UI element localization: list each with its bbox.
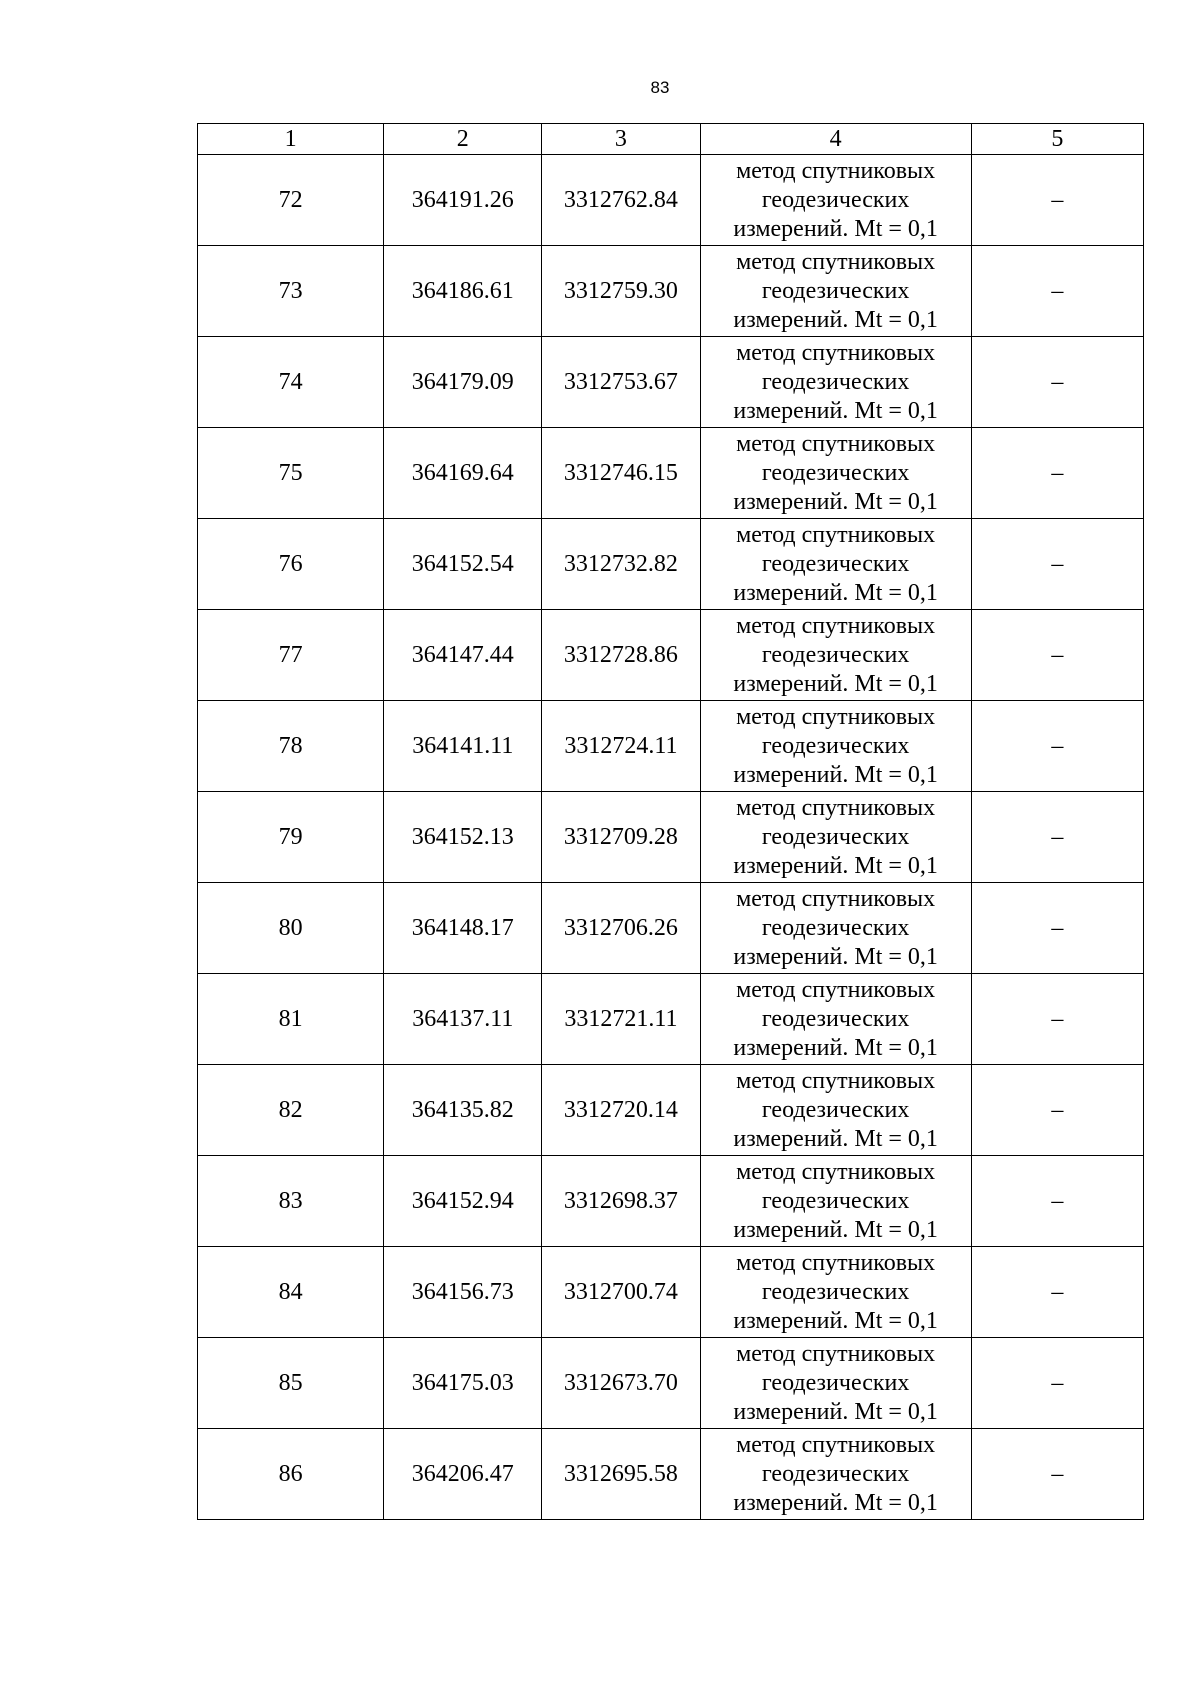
method-line: метод спутниковых <box>736 885 936 912</box>
y-coordinate-cell: 3312695.58 <box>542 1429 700 1520</box>
method-cell <box>700 1429 971 1520</box>
y-coordinate-cell: 3312732.82 <box>542 519 700 610</box>
point-number-cell: 76 <box>198 519 384 610</box>
method-cell <box>700 155 971 246</box>
column-header-5: 5 <box>971 124 1143 155</box>
method-line: метод спутниковых <box>736 521 936 548</box>
y-coordinate-cell: 3312700.74 <box>542 1247 700 1338</box>
point-number-cell: 79 <box>198 792 384 883</box>
table-row <box>198 1247 1144 1338</box>
x-coordinate-cell: 364152.54 <box>384 519 542 610</box>
method-line: измерений. Mt = 0,1 <box>733 1216 938 1243</box>
method-line: измерений. Mt = 0,1 <box>733 670 938 697</box>
table-row <box>198 974 1144 1065</box>
method-line: измерений. Mt = 0,1 <box>733 1034 938 1061</box>
point-number-cell: 82 <box>198 1065 384 1156</box>
note-cell: – <box>971 337 1143 428</box>
point-number-cell: 81 <box>198 974 384 1065</box>
x-coordinate-cell: 364179.09 <box>384 337 542 428</box>
table-row <box>198 701 1144 792</box>
method-line: измерений. Mt = 0,1 <box>733 397 938 424</box>
y-coordinate-cell: 3312746.15 <box>542 428 700 519</box>
table-row <box>198 610 1144 701</box>
method-cell <box>700 428 971 519</box>
note-cell: – <box>971 792 1143 883</box>
method-line: геодезических <box>761 368 910 395</box>
x-coordinate-cell: 364175.03 <box>384 1338 542 1429</box>
method-line: измерений. Mt = 0,1 <box>733 943 938 970</box>
table-row <box>198 1065 1144 1156</box>
table-body <box>198 155 1144 1520</box>
method-line: измерений. Mt = 0,1 <box>733 215 938 242</box>
method-line: метод спутниковых <box>736 430 936 457</box>
point-number-cell: 83 <box>198 1156 384 1247</box>
method-line: геодезических <box>761 550 910 577</box>
table-row <box>198 337 1144 428</box>
table-header-row <box>198 124 1144 155</box>
method-cell <box>700 792 971 883</box>
method-line: геодезических <box>761 1369 910 1396</box>
y-coordinate-cell: 3312698.37 <box>542 1156 700 1247</box>
note-cell: – <box>971 246 1143 337</box>
method-line: геодезических <box>761 1278 910 1305</box>
method-line: геодезических <box>761 1096 910 1123</box>
point-number-cell: 77 <box>198 610 384 701</box>
y-coordinate-cell: 3312759.30 <box>542 246 700 337</box>
method-line: измерений. Mt = 0,1 <box>733 306 938 333</box>
table-row <box>198 519 1144 610</box>
column-header-3: 3 <box>542 124 700 155</box>
y-coordinate-cell: 3312728.86 <box>542 610 700 701</box>
method-line: геодезических <box>761 1460 910 1487</box>
x-coordinate-cell: 364147.44 <box>384 610 542 701</box>
method-cell <box>700 337 971 428</box>
method-line: измерений. Mt = 0,1 <box>733 761 938 788</box>
note-cell: – <box>971 1156 1143 1247</box>
method-cell <box>700 519 971 610</box>
method-line: метод спутниковых <box>736 703 936 730</box>
x-coordinate-cell: 364137.11 <box>384 974 542 1065</box>
point-number-cell: 78 <box>198 701 384 792</box>
note-cell: – <box>971 974 1143 1065</box>
note-cell: – <box>971 519 1143 610</box>
note-cell: – <box>971 1065 1143 1156</box>
y-coordinate-cell: 3312724.11 <box>542 701 700 792</box>
method-cell <box>700 1065 971 1156</box>
point-number-cell: 86 <box>198 1429 384 1520</box>
x-coordinate-cell: 364135.82 <box>384 1065 542 1156</box>
page-number: 83 <box>650 78 670 97</box>
method-line: метод спутниковых <box>736 976 936 1003</box>
note-cell: – <box>971 701 1143 792</box>
point-number-cell: 73 <box>198 246 384 337</box>
column-header-4: 4 <box>700 124 971 155</box>
method-line: геодезических <box>761 641 910 668</box>
method-cell <box>700 883 971 974</box>
method-line: геодезических <box>761 277 910 304</box>
y-coordinate-cell: 3312753.67 <box>542 337 700 428</box>
note-cell: – <box>971 610 1143 701</box>
table-row <box>198 246 1144 337</box>
method-cell <box>700 1247 971 1338</box>
x-coordinate-cell: 364141.11 <box>384 701 542 792</box>
method-line: геодезических <box>761 732 910 759</box>
point-number-cell: 75 <box>198 428 384 519</box>
y-coordinate-cell: 3312721.11 <box>542 974 700 1065</box>
note-cell: – <box>971 1247 1143 1338</box>
method-line: измерений. Mt = 0,1 <box>733 488 938 515</box>
point-number-cell: 84 <box>198 1247 384 1338</box>
x-coordinate-cell: 364156.73 <box>384 1247 542 1338</box>
method-line: измерений. Mt = 0,1 <box>733 579 938 606</box>
table-row <box>198 1338 1144 1429</box>
coordinates-table <box>197 123 1144 1520</box>
note-cell: – <box>971 428 1143 519</box>
point-number-cell: 80 <box>198 883 384 974</box>
table-row <box>198 155 1144 246</box>
table-row <box>198 883 1144 974</box>
method-line: измерений. Mt = 0,1 <box>733 1489 938 1516</box>
method-line: метод спутниковых <box>736 248 936 275</box>
x-coordinate-cell: 364206.47 <box>384 1429 542 1520</box>
method-line: метод спутниковых <box>736 1340 936 1367</box>
method-cell <box>700 701 971 792</box>
method-cell <box>700 1156 971 1247</box>
method-cell <box>700 1338 971 1429</box>
y-coordinate-cell: 3312706.26 <box>542 883 700 974</box>
table-row <box>198 792 1144 883</box>
note-cell: – <box>971 1429 1143 1520</box>
note-cell: – <box>971 883 1143 974</box>
method-line: метод спутниковых <box>736 612 936 639</box>
column-header-1: 1 <box>198 124 384 155</box>
method-line: метод спутниковых <box>736 1249 936 1276</box>
point-number-cell: 74 <box>198 337 384 428</box>
x-coordinate-cell: 364191.26 <box>384 155 542 246</box>
table-row <box>198 428 1144 519</box>
x-coordinate-cell: 364152.13 <box>384 792 542 883</box>
point-number-cell: 72 <box>198 155 384 246</box>
table-row <box>198 1156 1144 1247</box>
x-coordinate-cell: 364186.61 <box>384 246 542 337</box>
method-line: метод спутниковых <box>736 1431 936 1458</box>
method-line: геодезических <box>761 914 910 941</box>
method-line: измерений. Mt = 0,1 <box>733 1398 938 1425</box>
y-coordinate-cell: 3312709.28 <box>542 792 700 883</box>
method-line: геодезических <box>761 186 910 213</box>
y-coordinate-cell: 3312720.14 <box>542 1065 700 1156</box>
x-coordinate-cell: 364152.94 <box>384 1156 542 1247</box>
method-line: метод спутниковых <box>736 794 936 821</box>
column-header-2: 2 <box>384 124 542 155</box>
table-row <box>198 1429 1144 1520</box>
method-line: метод спутниковых <box>736 1158 936 1185</box>
method-line: метод спутниковых <box>736 157 936 184</box>
method-line: измерений. Mt = 0,1 <box>733 1125 938 1152</box>
y-coordinate-cell: 3312673.70 <box>542 1338 700 1429</box>
method-line: геодезических <box>761 459 910 486</box>
method-line: измерений. Mt = 0,1 <box>733 852 938 879</box>
x-coordinate-cell: 364169.64 <box>384 428 542 519</box>
method-cell <box>700 246 971 337</box>
method-line: измерений. Mt = 0,1 <box>733 1307 938 1334</box>
note-cell: – <box>971 1338 1143 1429</box>
x-coordinate-cell: 364148.17 <box>384 883 542 974</box>
y-coordinate-cell: 3312762.84 <box>542 155 700 246</box>
method-line: геодезических <box>761 1005 910 1032</box>
note-cell: – <box>971 155 1143 246</box>
method-cell <box>700 610 971 701</box>
method-cell <box>700 974 971 1065</box>
method-line: геодезических <box>761 823 910 850</box>
point-number-cell: 85 <box>198 1338 384 1429</box>
method-line: метод спутниковых <box>736 339 936 366</box>
method-line: геодезических <box>761 1187 910 1214</box>
method-line: метод спутниковых <box>736 1067 936 1094</box>
